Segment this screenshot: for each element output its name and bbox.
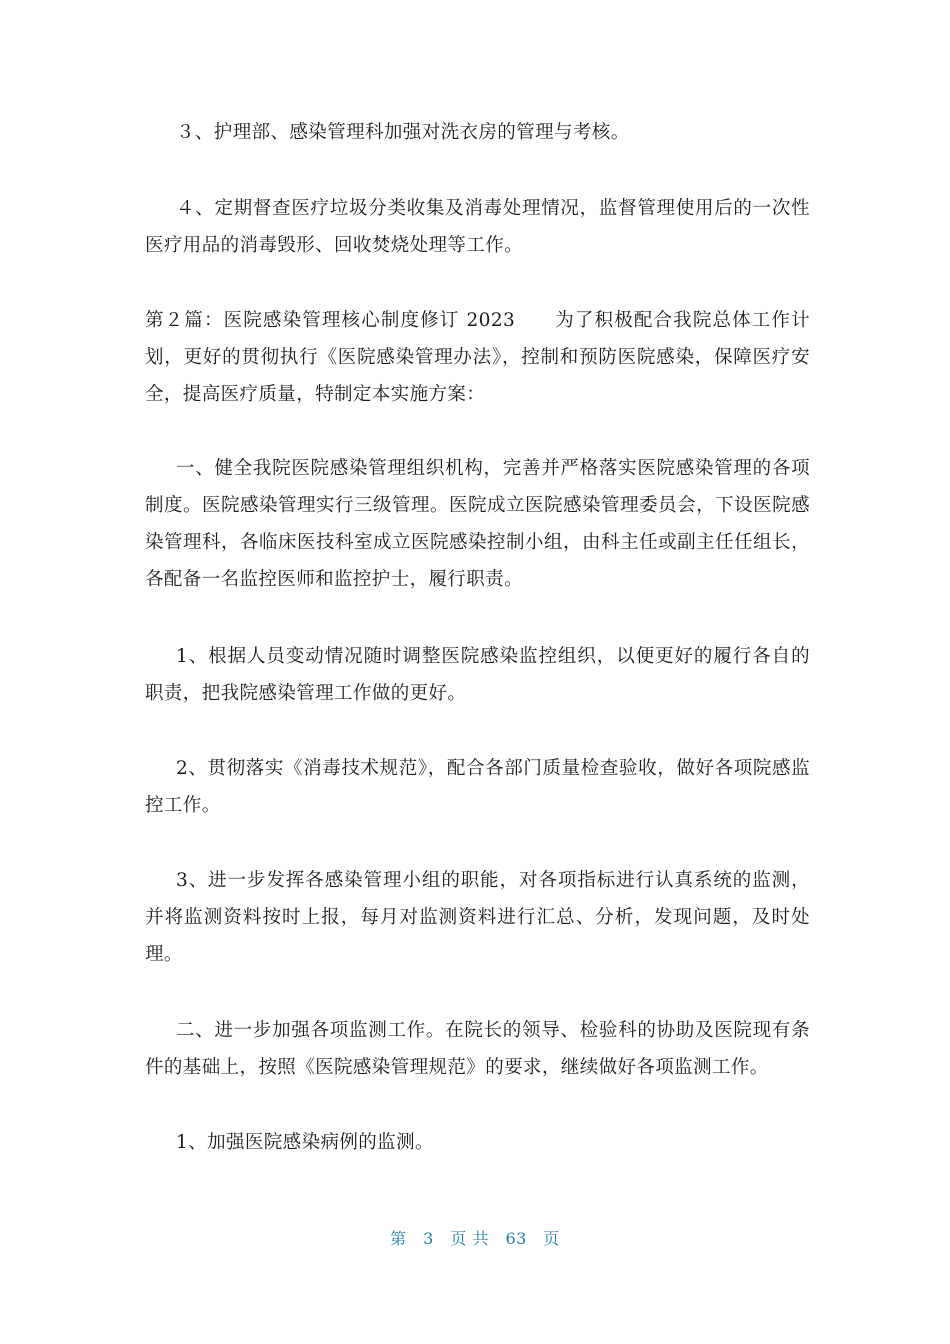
- paragraph-article-2-intro: 第２篇：医院感染管理核心制度修订 2023 为了积极配合我院总体工作计划，更好的贯彻执行《医院感染管理办法》，控制和预防医院感染，保障医疗安全，提高医疗质量，特制定本实施方案：: [145, 310, 810, 405]
- paragraph-item-1-infection-cases: 1、加强医院感染病例的监测。: [176, 1132, 434, 1153]
- paragraph-item-2-disinfection: 2、贯彻落实《消毒技术规范》，配合各部门质量检查验收，做好各项院感监控工作。: [145, 758, 810, 816]
- paragraph-item-3-monitoring: 3、进一步发挥各感染管理小组的职能，对各项指标进行认真系统的监测，并将监测资料按时上报，每月对监测资料进行汇总、分析，发现问题，及时处理。: [145, 870, 810, 965]
- paragraph-section-two: 二、进一步加强各项监测工作。在院长的领导、检验科的协助及医院现有条件的基础上，按照《医院感染管理规范》的要求，继续做好各项监测工作。: [145, 1020, 810, 1078]
- paragraph-medical-waste: ４、定期督查医疗垃圾分类收集及消毒处理情况，监督管理使用后的一次性医疗用品的消毒毁形、回收焚烧处理等工作。: [145, 198, 810, 256]
- page-footer: [0, 1226, 950, 1249]
- paragraph-item-1-adjust: 1、根据人员变动情况随时调整医院感染监控组织，以便更好的履行各自的职责，把我院感染管理工作做的更好。: [145, 646, 810, 704]
- paragraph-laundry-management: ３、护理部、感染管理科加强对洗衣房的管理与考核。: [176, 122, 630, 143]
- page-number: 第 3 页 共 63 页: [390, 1229, 560, 1248]
- paragraph-section-one: 一、健全我院医院感染管理组织机构，完善并严格落实医院感染管理的各项制度。医院感染管理实行三级管理。医院成立医院感染管理委员会，下设医院感染管理科，各临床医技科室成立医院感染控制小组，由科主任或副主任任组长，各配备一名监控医师和监控护士，履行职责。: [145, 458, 810, 590]
